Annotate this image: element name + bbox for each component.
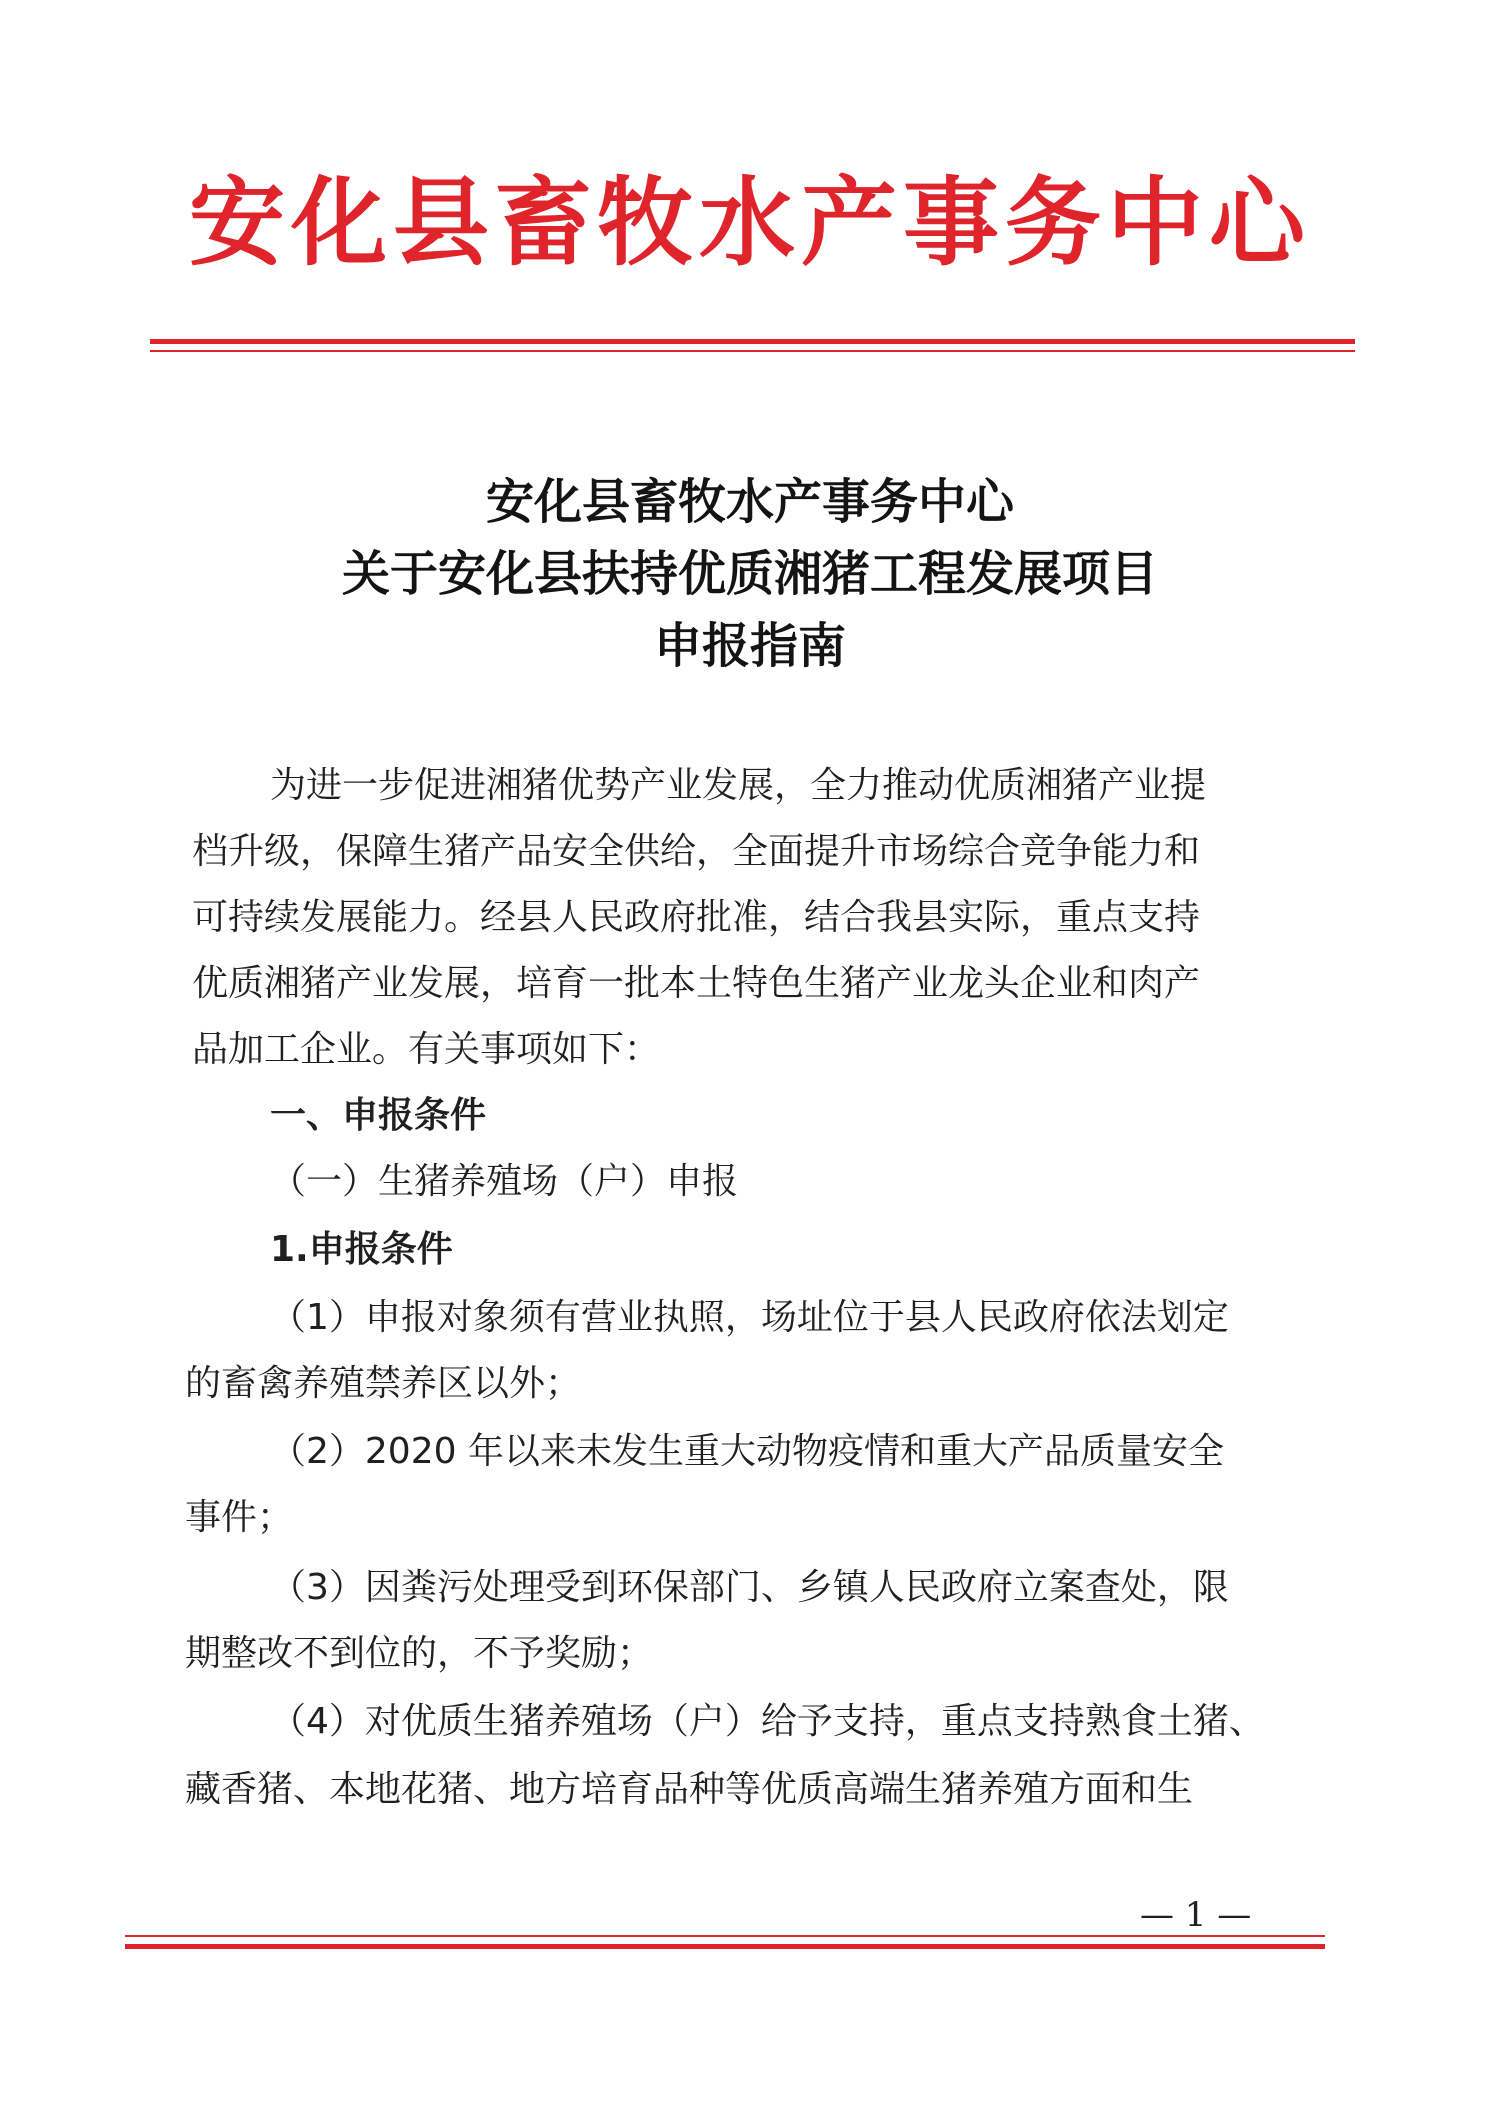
masthead-title: 安化县畜牧水产事务中心	[189, 166, 1311, 279]
item-heading-1: 1.申报条件	[270, 1229, 453, 1270]
clause-line-3: （2）2020 年以来未发生重大动物疫情和重大产品质量安全	[270, 1431, 1224, 1472]
page-number: — 1 —	[1140, 1895, 1252, 1935]
intro-line-4: 优质湘猪产业发展，培育一批本土特色生猪产业龙头企业和肉产	[192, 963, 1201, 1004]
clause-line-8: 藏香猪、本地花猪、地方培育品种等优质高端生猪养殖方面和生	[185, 1769, 1194, 1810]
intro-line-2: 档升级，保障生猪产品安全供给，全面提升市场综合竞争能力和	[192, 831, 1201, 872]
clause-line-2: 的畜禽养殖禁养区以外；	[185, 1363, 582, 1404]
intro-line-5: 品加工企业。有关事项如下：	[192, 1029, 661, 1070]
intro-line-3: 可持续发展能力。经县人民政府批准，结合我县实际，重点支持	[192, 897, 1201, 938]
intro-line-1: 为进一步促进湘猪优势产业发展，全力推动优质湘猪产业提	[270, 765, 1207, 806]
document-title-line-3: 申报指南	[653, 618, 846, 674]
masthead-rule-thick	[150, 339, 1355, 344]
clause-line-1: （1）申报对象须有营业执照，场址位于县人民政府依法划定	[270, 1297, 1229, 1338]
clause-line-4: 事件；	[185, 1497, 294, 1538]
document-title-line-1: 安化县畜牧水产事务中心	[485, 474, 1014, 530]
masthead-rule-thin	[150, 350, 1355, 352]
clause-line-5: （3）因粪污处理受到环保部门、乡镇人民政府立案查处，限	[270, 1567, 1229, 1608]
section-heading-1: 一、申报条件	[270, 1095, 487, 1136]
clause-line-6: 期整改不到位的，不予奖励；	[185, 1633, 654, 1674]
footer-rule-thin	[125, 1935, 1325, 1937]
clause-line-7: （4）对优质生猪养殖场（户）给予支持，重点支持熟食土猪、	[270, 1701, 1265, 1742]
subsection-heading-1: （一）生猪养殖场（户）申报	[270, 1161, 739, 1202]
document-title-line-2: 关于安化县扶持优质湘猪工程发展项目	[341, 546, 1158, 602]
footer-rule-thick	[125, 1944, 1325, 1949]
